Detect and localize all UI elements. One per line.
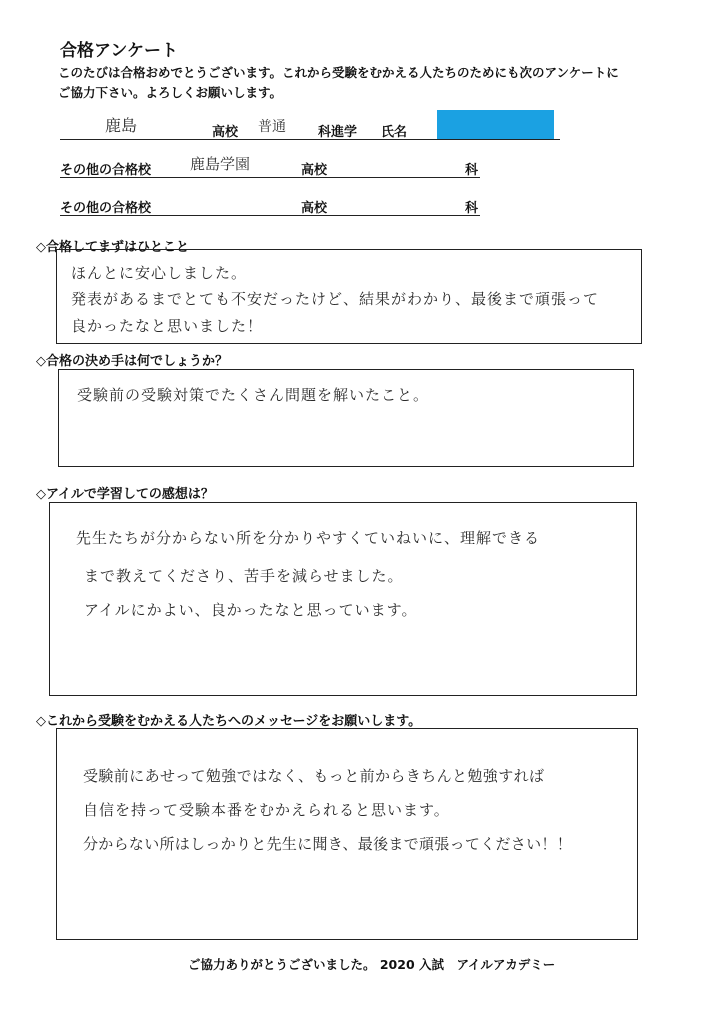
course-name-handwritten: 普通 bbox=[258, 119, 286, 135]
answer-box-2 bbox=[58, 369, 634, 467]
answer-1-line-2: 発表があるまでとても不安だったけど、結果がわかり、最後まで頑張って bbox=[71, 290, 600, 308]
answer-box-3 bbox=[49, 502, 637, 696]
answer-3-line-3: アイルにかよい、良かったなと思っています。 bbox=[84, 601, 418, 619]
answer-4-line-1: 受験前にあせって勉強ではなく、もっと前からきちんと勉強すれば bbox=[83, 767, 545, 785]
course-label: 科進学 bbox=[318, 125, 358, 140]
name-label: 氏名 bbox=[381, 125, 408, 140]
answer-1-line-3: 良かったなと思いました！ bbox=[71, 317, 264, 335]
question-heading-2: ◇合格の決め手は何でしょうか？ bbox=[36, 354, 228, 369]
intro-line-1: このたびは合格おめでとうございます。これから受験をむかえる人たちのためにも次のアンケートに bbox=[58, 65, 619, 80]
question-heading-1: ◇合格してまずはひとこと bbox=[36, 240, 189, 255]
other-school-course-label-2: 科 bbox=[465, 201, 479, 216]
answer-4-line-2: 自信を持って受験本番をむかえられると思います。 bbox=[83, 801, 450, 819]
other-school-underline-2 bbox=[60, 215, 480, 216]
other-school-school-label-2: 高校 bbox=[301, 201, 328, 216]
intro-line-2: ご協力下さい。よろしくお願いします。 bbox=[58, 85, 283, 100]
name-redaction bbox=[437, 110, 554, 140]
other-school-school-label-1: 高校 bbox=[301, 163, 328, 178]
other-school-course-label-1: 科 bbox=[465, 163, 479, 178]
answer-box-4 bbox=[56, 728, 638, 940]
school-row-underline bbox=[60, 139, 560, 140]
question-heading-3: ◇アイルで学習しての感想は？ bbox=[36, 487, 214, 502]
answer-4-line-3: 分からない所はしっかりと先生に聞き、最後まで頑張ってください！！ bbox=[83, 835, 573, 853]
answer-box-1 bbox=[56, 249, 642, 344]
school-label: 高校 bbox=[212, 125, 239, 140]
footer-text: ご協力ありがとうございました。 2020 入試 アイルアカデミー bbox=[188, 957, 556, 972]
answer-3-line-2: まで教えてくださり、苦手を減らせました。 bbox=[84, 567, 404, 585]
other-school-label-2: その他の合格校 bbox=[60, 201, 152, 216]
answer-1-line-1: ほんとに安心しました。 bbox=[71, 264, 248, 282]
answer-3-line-1: 先生たちが分からない所を分かりやすくていねいに、理解できる bbox=[76, 529, 541, 547]
other-school-label-1: その他の合格校 bbox=[60, 163, 152, 178]
question-heading-4: ◇これから受験をむかえる人たちへのメッセージをお願いします。 bbox=[36, 714, 422, 729]
school-name-handwritten: 鹿島 bbox=[105, 116, 138, 135]
form-title: 合格アンケート bbox=[60, 41, 178, 61]
answer-2-line-1: 受験前の受験対策でたくさん問題を解いたこと。 bbox=[77, 386, 430, 404]
other-school-underline-1 bbox=[60, 177, 480, 178]
other-school-name-1-handwritten: 鹿島学園 bbox=[190, 155, 251, 173]
